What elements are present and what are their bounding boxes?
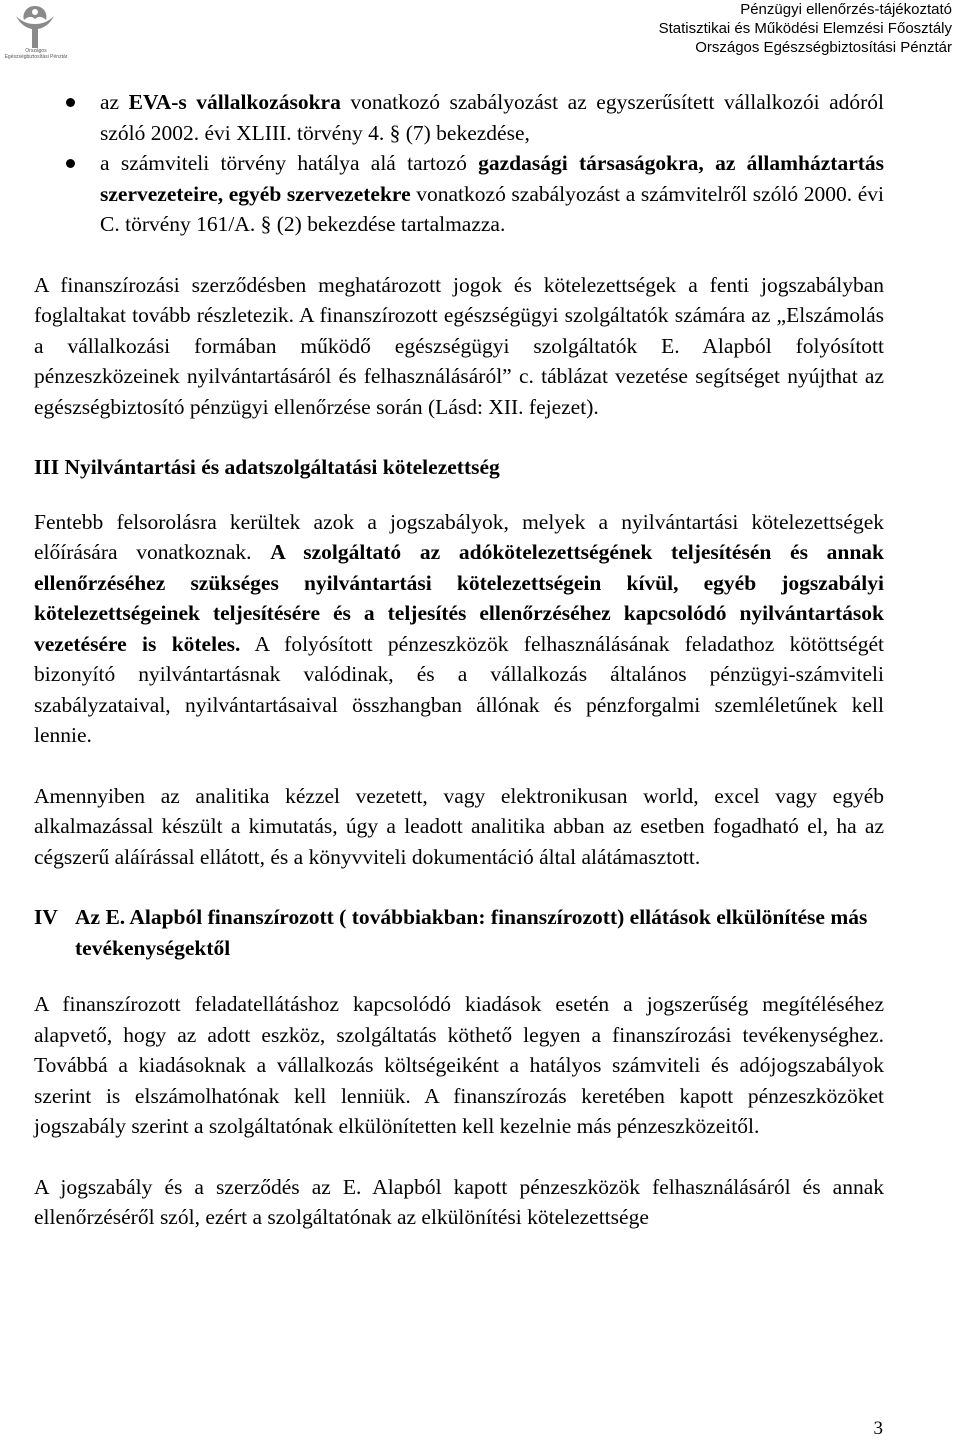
paragraph-financing-contract: A finanszírozási szerződésben meghatározott jogok és kötelezettségek a fenti jogszabályban foglaltakat tovább részletezik. A finanszírozott egészségügyi szolgáltatók számára az „Elszámolás a vállalkozási formában működő egészségügyi szolgáltatók E. Alapból folyósított pénzeszközeinek nyilvántartásáról és felhasználásáról” c. táblázat vezetése segítséget nyújthat az egészségbiztosító pénzügyi ellenőrzése során (Lásd: XII. fejezet). [34,272,884,419]
bullet-list [34,87,884,240]
header-line-2: Statisztikai és Működési Elemzési Főosztály [658,20,952,37]
paragraph-separation: A finanszírozott feladatellátáshoz kapcsolódó kiadások esetén a jogszerűség megítéléséhez alapvető, hogy az adott eszköz, szolgáltatás köthető legyen a finanszírozási tevékenységhez. Továbbá a kiadásoknak a vállalkozás költségeiként a hatályos számviteli és adójogszabályok szerint is elszámolhatónak kell lenniük. A finanszírozás keretében kapott pénzeszközöket jogszabály szerint a szolgáltatónak elkülönítetten kell kezelnie más pénzeszközeitől. [34,992,884,1138]
bullet-icon [66,159,75,168]
list-item: az EVA-s vállalkozásokra vonatkozó szabályozást az egyszerűsített vállalkozói adóról szóló 2002. évi XLIII. törvény 4. § (7) bekezdése, [34,87,884,148]
header-line-3: Országos Egészségbiztosítási Pénztár [695,39,952,56]
bullet-icon [66,98,75,107]
page-number: 3 [873,1418,883,1439]
page-header [659,0,952,57]
logo-caption: Országos Egészségbiztosítási Pénztár [4,48,68,60]
document-body [34,87,884,1233]
section-heading-iii: III Nyilvántartási és adatszolgáltatási kötelezettség [34,455,500,479]
section-heading-iv [34,902,884,963]
paragraph-records-obligation: Fentebb felsorolásra kerültek azok a jogszabályok, melyek a nyilvántartási kötelezettségek előírására vonatkoznak. A szolgáltató az adókötelezettségének teljesítésén és annak ellenőrzéséhez szükséges nyilvántartási kötelezettségein kívül, egyéb jogszabályi kötelezettségeinek teljesítésére és a teljesítés ellenőrzéséhez kapcsolódó nyilvántartások vezetésére is köteles. A folyósított pénzeszközök felhasználásának feladathoz kötöttségét bizonyító nyilvántartásnak valódinak, és a vállalkozás általános pénzügyi-számviteli szabályzataival, nyilvántartásaival összhangban állónak és pénzforgalmi szemléletűnek kell lennie. [34,509,885,747]
paragraph-analytics: Amennyiben az analitika kézzel vezetett, vagy elektronikusan world, excel vagy egyéb alkalmazással készült a kimutatás, úgy a leadott analitika abban az esetben fogadható el, ha az cégszerű aláírással ellátott, és a könyvviteli dokumentáció által alátámasztott. [34,783,884,869]
paragraph-legal-basis: A jogszabály és a szerződés az E. Alapból kapott pénzeszközök felhasználásáról és annak ellenőrzéséről szól, ezért a szolgáltatónak az elkülönítési kötelezettsége [34,1174,884,1229]
section-number: IV [34,905,58,929]
list-item: a számviteli törvény hatálya alá tartozó gazdasági társaságokra, az államháztartás szervezeteire, egyéb szervezetekre vonatkozó szabályozást a számvitelről szóló 2000. évi C. törvény 161/A. § (2) bekezdése tartalmazza. [34,148,884,240]
header-line-1: Pénzügyi ellenőrzés-tájékoztató [740,1,952,18]
section-title: Az E. Alapból finanszírozott ( továbbiakban: finanszírozott) ellátások elkülönítése más tevékenységektől [75,905,868,960]
